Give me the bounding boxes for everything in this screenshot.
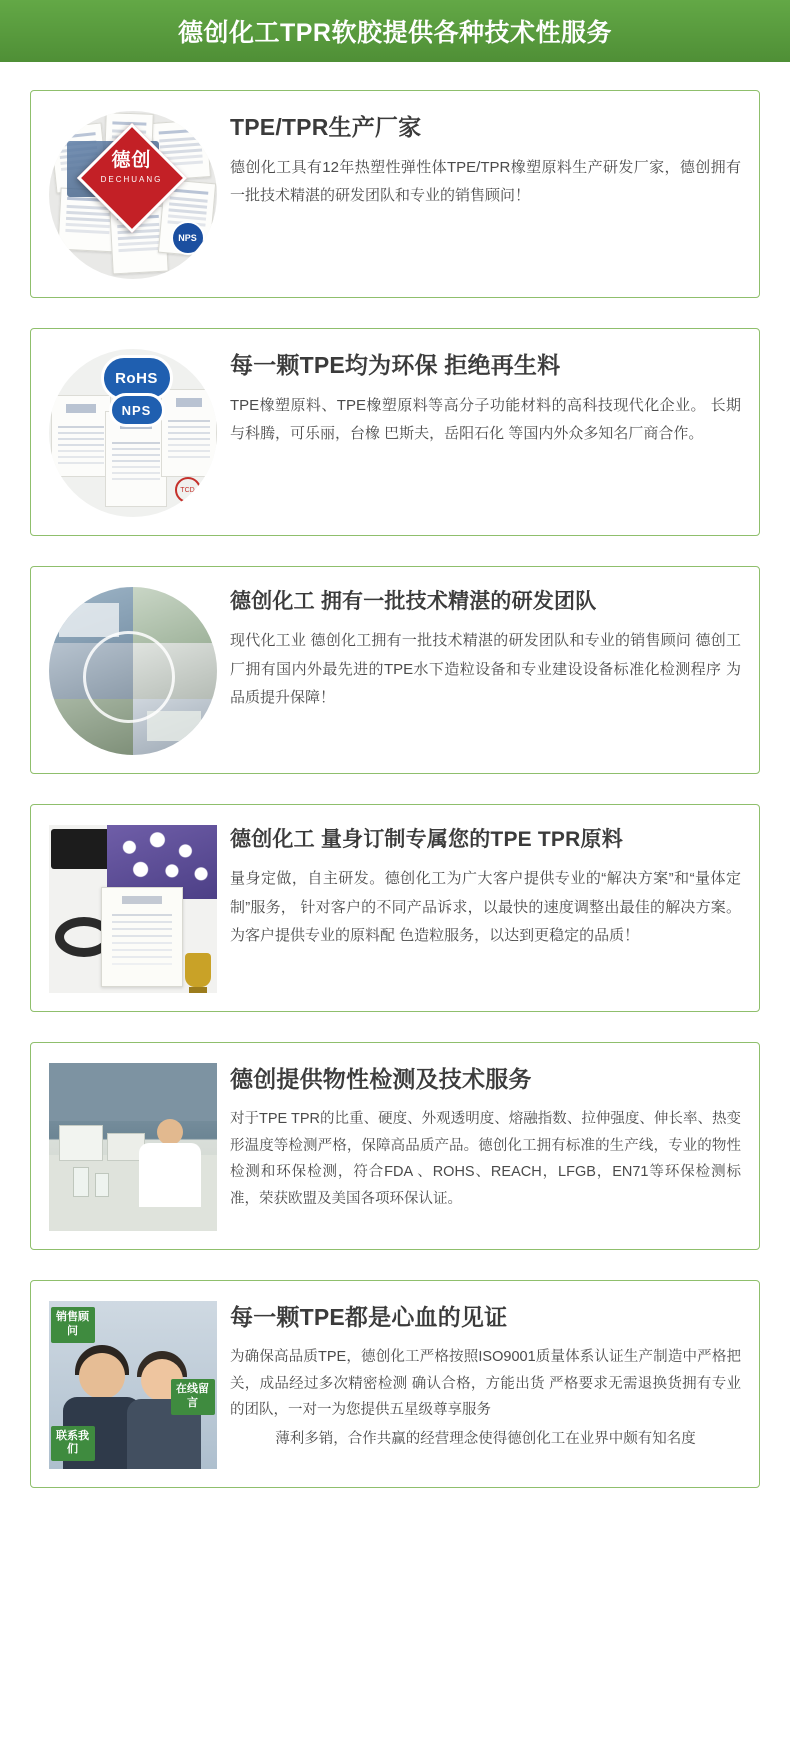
dechuang-logo-text: 德创 (111, 150, 152, 171)
card-paragraph: TPE橡塑原料、TPE橡塑原料等高分子功能材料的高科技现代化企业。 长期与科腾，可乐丽，台橡 巴斯夫，岳阳石化 等国内外众多知名厂商合作。 (230, 396, 741, 443)
card-paragraph: 为确保高品质TPE，德创化工严格按照ISO9001质量体系认证生产制造中严格把关，成品经过多次精密检测 确认合格，方能出货 严格要求无需退换货拥有专业的团队，一对一为您提供五星级尊享服务 (230, 1348, 741, 1419)
card-eco-friendly (30, 328, 760, 536)
customer-service-image (49, 1301, 217, 1469)
seal-icon: TCD (175, 477, 201, 503)
nps-badge-icon: NPS (171, 221, 205, 255)
card-paragraph-secondary: 薄利多销，合作共赢的经营理念使得德创化工在业界中颇有知名度 (275, 1431, 696, 1448)
card-body (230, 583, 741, 713)
card-customization (30, 804, 760, 1012)
card-body (230, 1059, 741, 1213)
card-media (45, 1059, 220, 1231)
factory-collage-image (49, 587, 217, 755)
dechuang-logo-subtext: DECHUANG (100, 175, 163, 184)
page-title: 德创化工TPR软胶提供各种技术性服务 (177, 19, 612, 47)
card-media (45, 583, 220, 755)
card-media (45, 821, 220, 993)
tag-sales-consultant[interactable]: 销售顾问 (51, 1307, 95, 1343)
card-body (230, 107, 741, 211)
card-testing-service (30, 1042, 760, 1250)
granules-and-certificate-image (49, 825, 217, 993)
card-title: 德创化工 量身订制专属您的TPE TPR原料 (230, 828, 623, 851)
rohs-badge-icon: RoHS (101, 355, 173, 401)
card-media (45, 107, 220, 279)
card-title: TPE/TPR生产厂家 (230, 114, 422, 140)
rohs-certification-image (49, 349, 217, 517)
card-paragraph: 对于TPE TPR的比重、硬度、外观透明度、熔融指数、拉伸强度、伸长率、热变形温度等检测严格，保障高品质产品。德创化工拥有标准的生产线，专业的物性检测和环保检测，符合FDA 、ROHS、REACH，LFGB，EN71等环保检测标准，荣获欧盟及美国各项环保认证。 (230, 1110, 741, 1208)
card-title: 每一颗TPE都是心血的见证 (230, 1304, 508, 1330)
card-body (230, 821, 741, 951)
laboratory-testing-image (49, 1063, 217, 1231)
card-paragraph: 量身定做，自主研发。德创化工为广大客户提供专业的“解决方案”和“量体定制”服务， 针对客户的不同产品诉求，以最快的速度调整出最佳的解决方案。为客户提供专业的原料配 色造粒服务，以达到更稳定的品质！ (230, 870, 741, 945)
card-media (45, 345, 220, 517)
card-title: 德创提供物性检测及技术服务 (230, 1066, 532, 1092)
certificate-montage-image (49, 111, 217, 279)
page-banner (0, 0, 790, 62)
card-paragraph: 现代化工业 德创化工拥有一批技术精湛的研发团队和专业的销售顾问 德创工厂拥有国内外最先进的TPE水下造粒设备和专业建设设备标准化检测程序 为品质提升保障！ (230, 632, 741, 707)
tag-online-message[interactable]: 在线留言 (171, 1379, 215, 1415)
nps-badge-icon: NPS (109, 393, 165, 427)
card-body (230, 1297, 741, 1453)
card-media (45, 1297, 220, 1469)
card-quality-witness (30, 1280, 760, 1488)
tag-contact-us[interactable]: 联系我们 (51, 1426, 95, 1462)
card-list (0, 62, 790, 1522)
card-title: 每一颗TPE均为环保 拒绝再生料 (230, 352, 561, 378)
card-rd-team (30, 566, 760, 774)
card-title: 德创化工 拥有一批技术精湛的研发团队 (230, 590, 597, 613)
card-body (230, 345, 741, 449)
card-manufacturer (30, 90, 760, 298)
card-paragraph: 德创化工具有12年热塑性弹性体TPE/TPR橡塑原料生产研发厂家，德创拥有一批技术精湛的研发团队和专业的销售顾问！ (230, 158, 741, 205)
